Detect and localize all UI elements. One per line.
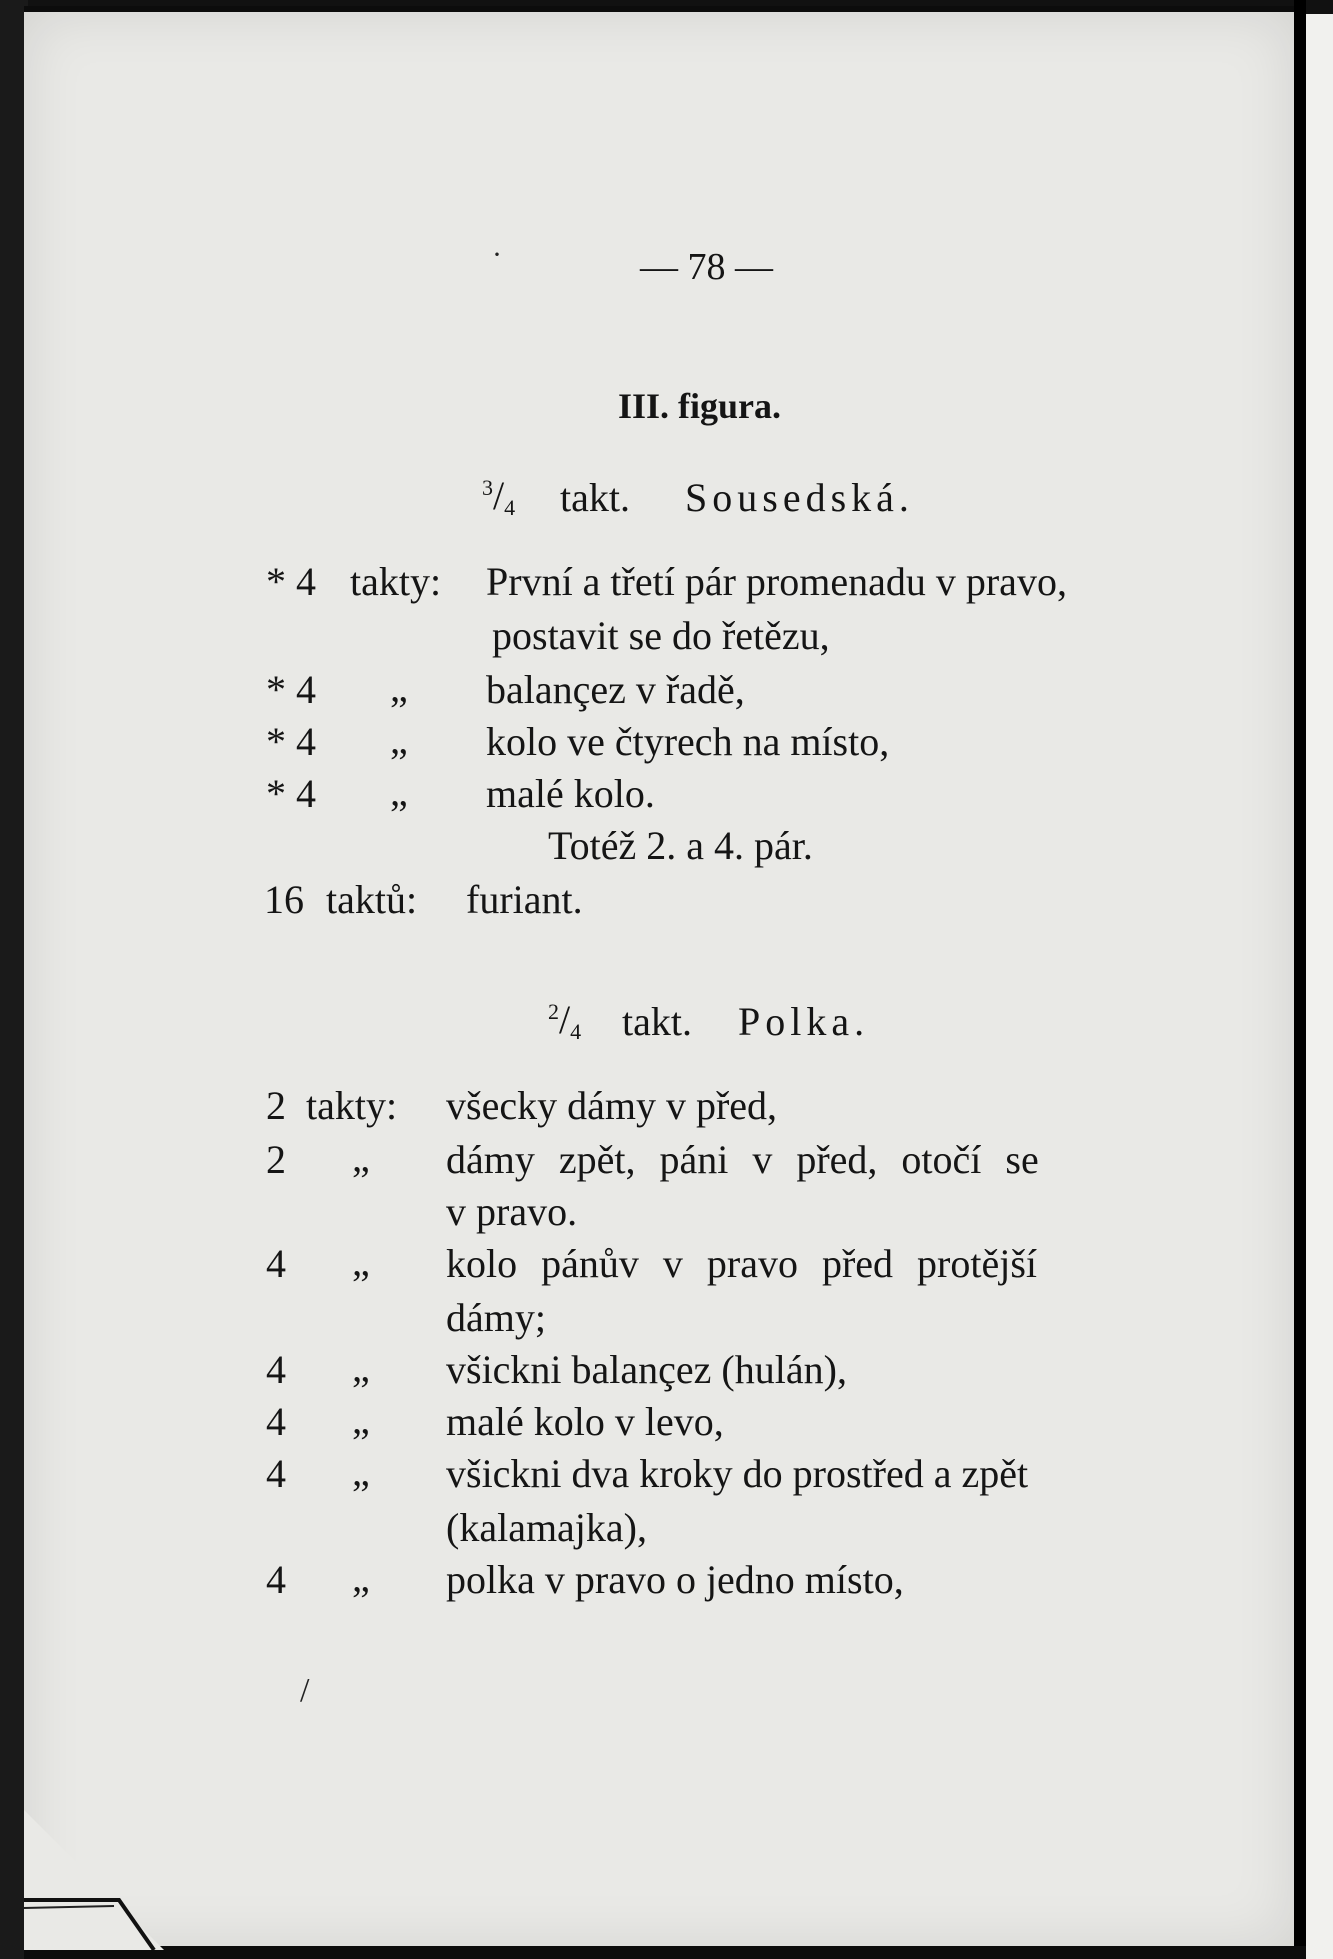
ditto-mark: „ [352,1555,370,1600]
line-text: všickni dva kroky do prostřed a zpět [446,1451,1029,1496]
line-mark: 2 [266,1137,286,1182]
line-text: polka v pravo o jedno místo, [446,1557,904,1602]
dance-title: Sousedská. [685,475,914,520]
line-text: Totéž 2. a 4. pár. [548,823,813,868]
line-mark: 4 [266,1451,286,1496]
figure-heading: III. figura. [618,386,782,426]
line-mark: * 4 [266,667,316,712]
line-mark: * 4 [266,559,316,604]
ditto-mark: „ [352,1345,370,1390]
ditto-mark: „ [352,1135,370,1180]
ink-speck: / [300,1672,310,1709]
page-top-edge [24,6,1294,12]
ditto-mark: „ [352,1239,370,1284]
dance-title: Polka. [738,999,870,1044]
time-signature: $^2/_4$ [548,997,582,1044]
line-mark: 4 [266,1347,286,1392]
page-gutter [1294,0,1306,1959]
line-mark: * 4 [266,771,316,816]
next-page-edge [1306,14,1333,1959]
ditto-mark: „ [352,1397,370,1442]
ditto-mark: „ [390,665,408,710]
line-mark: 16 [264,877,304,922]
line-text: balançez v řadě, [486,667,745,712]
page-bottom-edge [24,1946,1306,1959]
ditto-mark: „ [352,1449,370,1494]
line-text: (kalamajka), [446,1505,647,1550]
tempo-word: takt. [622,999,692,1044]
line-mark: 4 [266,1241,286,1286]
tempo-word: takt. [560,475,630,520]
line-mark: 4 [266,1557,286,1602]
line-text: malé kolo. [486,771,655,816]
line-unit: takty: [306,1083,398,1128]
line-text: malé kolo v levo, [446,1399,724,1444]
line-text: furiant. [466,877,583,922]
line-unit: taktů: [326,877,418,922]
line-mark: * 4 [266,719,316,764]
line-text: kolo ve čtyrech na místo, [486,719,890,764]
page-number: — 78 — [640,246,773,288]
line-text: dámy zpět, páni v před, otočí se [446,1137,1039,1182]
line-text: v pravo. [446,1189,578,1234]
line-text: dámy; [446,1295,546,1340]
line-text: kolo pánův v pravo před protější [446,1241,1037,1286]
line-unit: takty: [350,559,442,604]
book-page [24,10,1294,1948]
time-signature: $^3/_4$ [482,473,516,520]
line-text: všecky dámy v před, [446,1083,778,1128]
line-mark: 2 [266,1083,286,1128]
ditto-mark: „ [390,769,408,814]
page-number-dot: · [492,238,502,271]
page-corner-fold [24,1810,164,1950]
line-text: postavit se do řetězu, [492,613,830,658]
line-mark: 4 [266,1399,286,1444]
line-text: První a třetí pár promenadu v pravo, [486,559,1067,604]
line-text: všickni balançez (hulán), [446,1347,847,1392]
ditto-mark: „ [390,717,408,762]
